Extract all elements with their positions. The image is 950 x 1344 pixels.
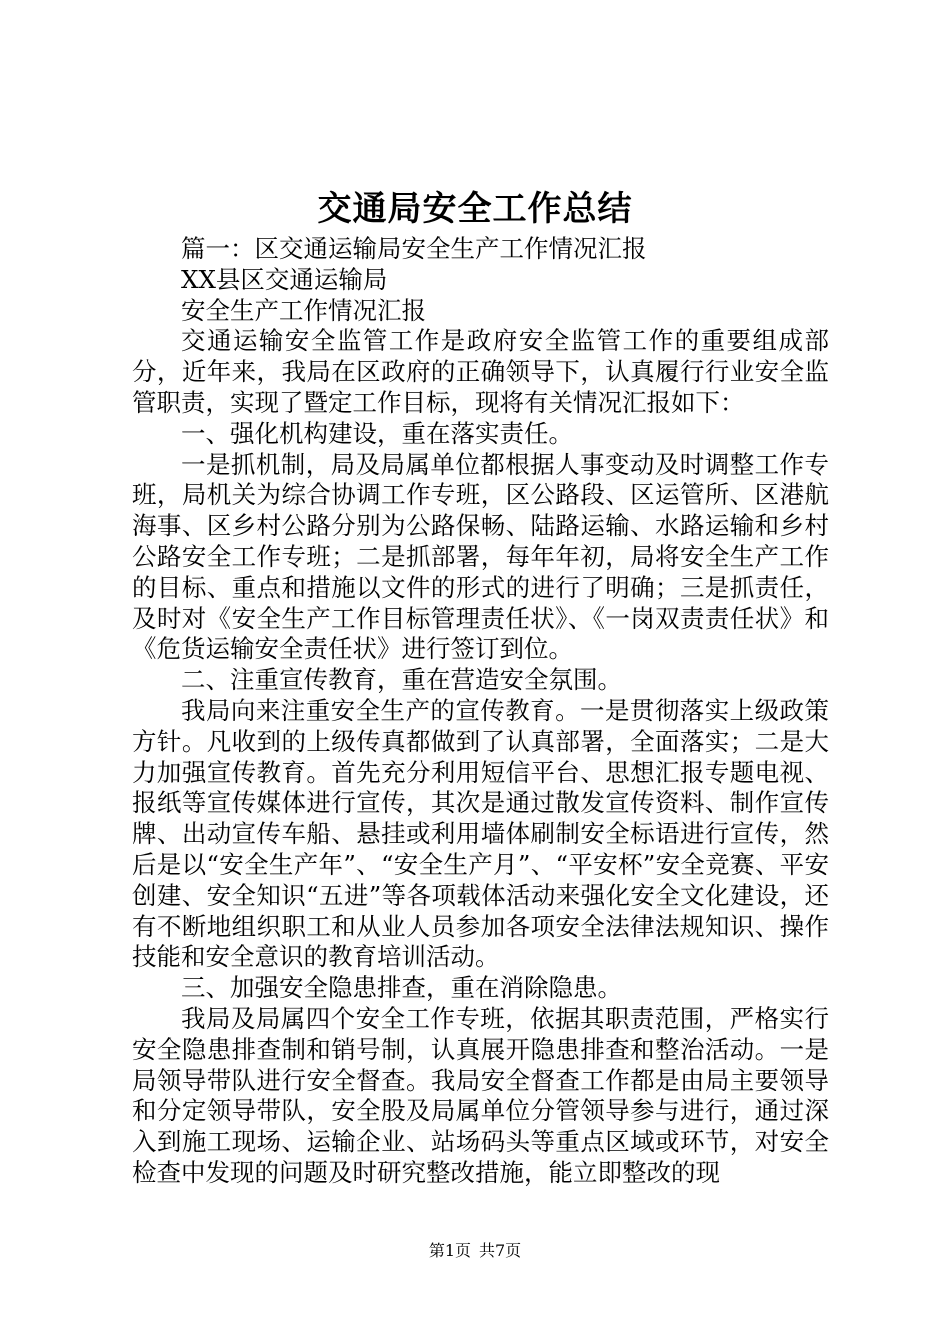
page-number: 第1页: [428, 1241, 471, 1260]
page-total: 共7页: [479, 1241, 522, 1260]
page-footer: [0, 1240, 950, 1262]
paragraph: 三、加强安全隐患排查，重在消除隐患。: [181, 973, 622, 1003]
paragraph: 二、注重宣传教育，重在营造安全氛围。: [181, 665, 622, 695]
paragraph: 篇一：区交通运输局安全生产工作情况汇报: [181, 234, 647, 263]
paragraph: 安全生产工作情况汇报: [181, 295, 426, 325]
paragraph: XX县区交通运输局: [181, 264, 388, 294]
paragraph: 一、强化机构建设，重在落实责任。: [181, 418, 573, 448]
document-title: 交通局安全工作总结: [317, 189, 633, 229]
paragraph: 一是抓机制，局及局属单位都根据人事变动及时调整工作专班，局机关为综合协调工作专班，区公路段、区运管所、区港航海事、区乡村公路分别为公路保畅、陆路运输、水路运输和乡村公路安全工作专班；二是抓部署，每年年初，局将安全生产工作的目标、重点和措施以文件的形式的进行了明确；三是抓责任，及时对《安全生产工作目标管理责任状》、《一岗双责责任状》和《危货运输安全责任状》进行签订到位。: [132, 449, 829, 664]
paragraph: 我局及局属四个安全工作专班，依据其职责范围，严格实行安全隐患排查制和销号制，认真展开隐患排查和整治活动。一是局领导带队进行安全督查。我局安全督查工作都是由局主要领导和分定领导带队，安全股及局属单位分管领导参与进行，通过深入到施工现场、运输企业、站场码头等重点区域或环节，对安全检查中发现的问题及时研究整改措施，能立即整改的现: [132, 1003, 829, 1187]
document-body: [132, 234, 829, 1189]
paragraph: 我局向来注重安全生产的宣传教育。一是贯彻落实上级政策方针。凡收到的上级传真都做到了认真部署，全面落实；二是大力加强宣传教育。首先充分利用短信平台、思想汇报专题电视、报纸等宣传媒体进行宣传，其次是通过散发宣传资料、制作宣传牌、出动宣传车船、悬挂或利用墙体刷制安全标语进行宣传，然后是以“安全生产年”、“安全生产月”、“平安杯”安全竞赛、平安创建、安全知识“五进”等各项载体活动来强化安全文化建设，还有不断地组织职工和从业人员参加各项安全法律法规知识、操作技能和安全意识的教育培训活动。: [132, 695, 829, 972]
paragraph: 交通运输安全监管工作是政府安全监管工作的重要组成部分，近年来，我局在区政府的正确领导下，认真履行行业安全监管职责，实现了暨定工作目标，现将有关情况汇报如下：: [132, 326, 829, 417]
